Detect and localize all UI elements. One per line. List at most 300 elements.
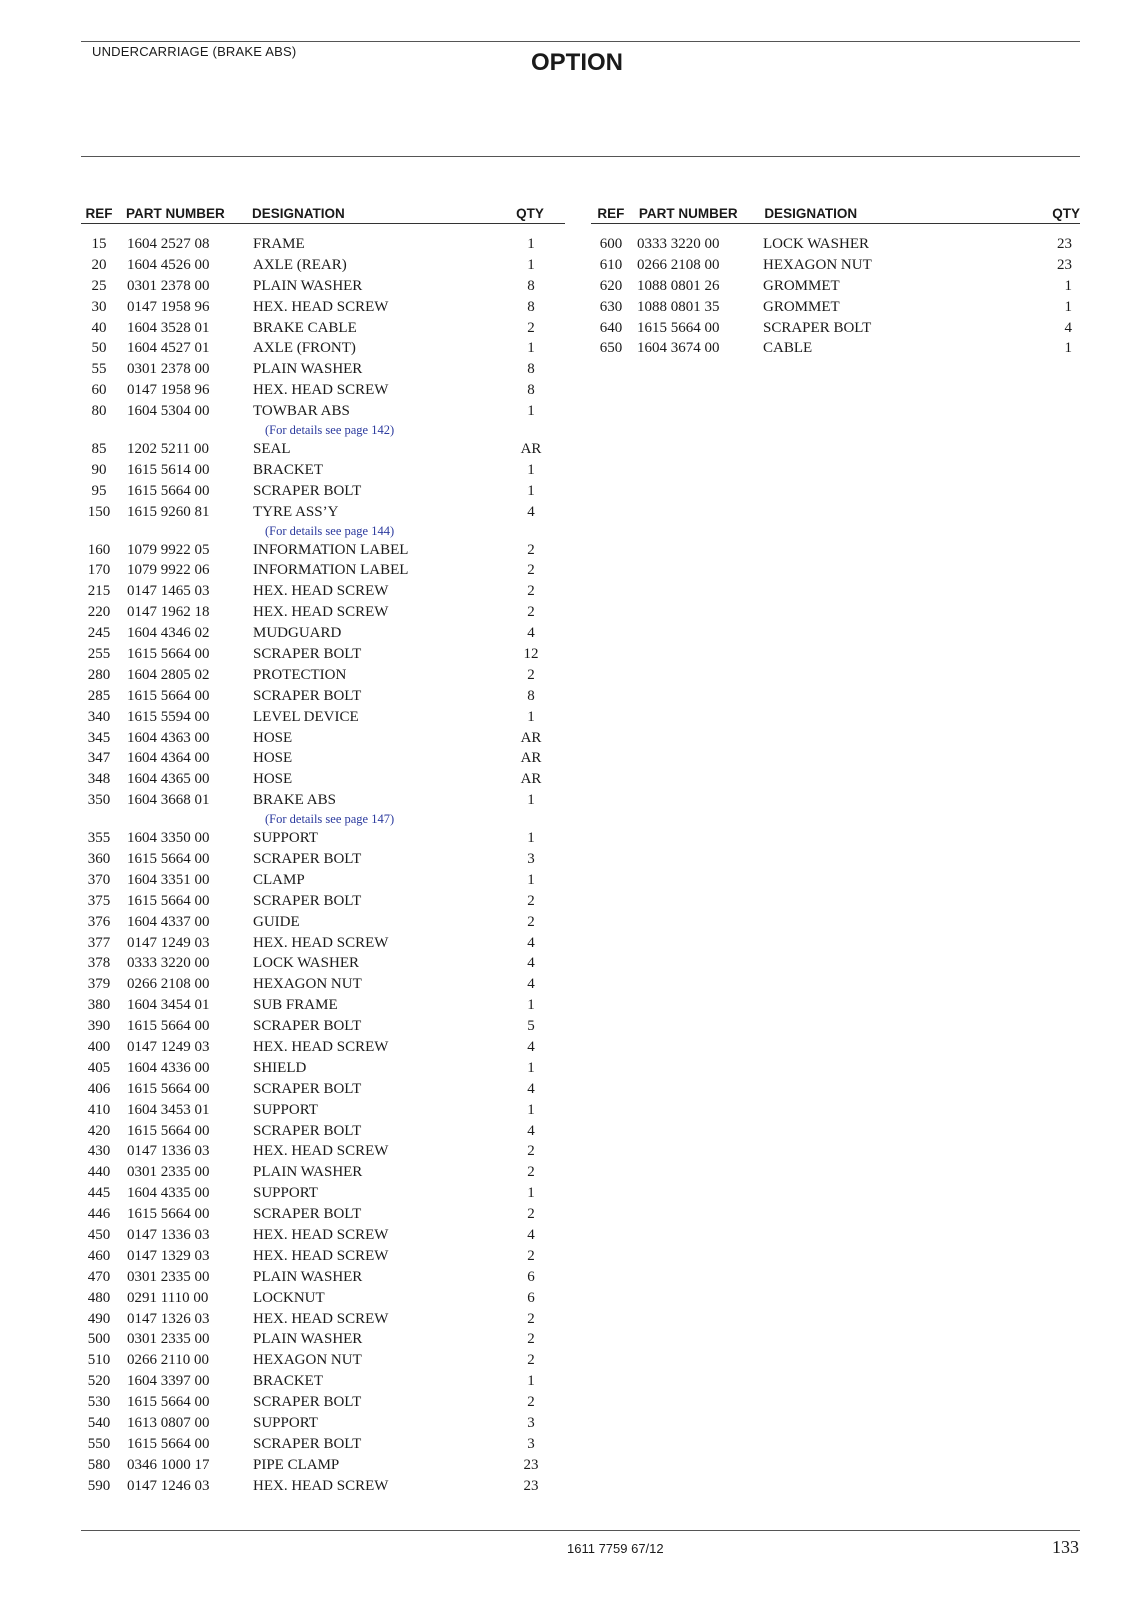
table-row (81, 1392, 565, 1413)
qty-cell: 2 (527, 319, 535, 336)
qty-cell: 1 (527, 997, 535, 1014)
designation-cell: HEX. HEAD SCREW (253, 382, 389, 399)
qty-cell: 1 (527, 235, 535, 252)
table-row (81, 359, 565, 380)
column-header-ref: REF (597, 206, 625, 221)
designation-cell: SCRAPER BOLT (253, 1206, 362, 1223)
column-header-qty: QTY (516, 206, 544, 221)
ref-cell: 90 (91, 461, 107, 478)
table-row (81, 1100, 565, 1121)
designation-cell: PLAIN WASHER (253, 277, 363, 294)
qty-cell: 2 (527, 666, 535, 683)
designation-cell: HEX. HEAD SCREW (253, 1477, 389, 1494)
column-header-designation: DESIGNATION (764, 206, 858, 221)
ref-cell: 380 (87, 997, 111, 1014)
table-row (81, 790, 565, 811)
table-row (81, 560, 565, 581)
designation-cell: PLAIN WASHER (253, 1268, 363, 1285)
designation-cell: PLAIN WASHER (253, 361, 363, 378)
table-row (81, 1434, 565, 1455)
designation-cell: HEX. HEAD SCREW (253, 298, 389, 315)
table-row (81, 1058, 565, 1079)
ref-cell: 446 (87, 1206, 111, 1223)
table-row (81, 460, 565, 481)
ref-cell: 370 (87, 871, 111, 888)
designation-cell: HOSE (253, 729, 293, 746)
table-row (591, 234, 1080, 255)
designation-cell: HOSE (253, 771, 293, 788)
qty-cell: 3 (527, 850, 535, 867)
ref-cell: 420 (87, 1122, 111, 1139)
ref-cell: 25 (91, 277, 107, 294)
column-header-ref: REF (85, 206, 113, 221)
table-row (81, 707, 565, 728)
ref-cell: 245 (87, 625, 111, 642)
ref-cell: 480 (87, 1289, 111, 1306)
part-number-cell: 1615 5664 00 (127, 1394, 210, 1411)
qty-cell: 1 (527, 830, 535, 847)
ref-cell: 520 (87, 1373, 111, 1390)
table-row (81, 1330, 565, 1351)
ref-cell: 347 (87, 750, 111, 767)
part-number-cell: 1088 0801 35 (637, 298, 720, 315)
table-row (81, 954, 565, 975)
ref-cell: 285 (87, 687, 111, 704)
part-number-cell: 0147 1246 03 (127, 1477, 210, 1494)
part-number-cell: 1604 4336 00 (127, 1059, 210, 1076)
ref-cell: 640 (599, 319, 623, 336)
part-number-cell: 1604 4364 00 (127, 750, 210, 767)
designation-cell: HEX. HEAD SCREW (253, 1039, 389, 1055)
ref-cell: 445 (87, 1185, 111, 1202)
qty-cell: 1 (527, 461, 535, 478)
table-row (81, 1183, 565, 1204)
table-row (81, 748, 565, 769)
qty-cell: 4 (527, 1080, 535, 1097)
qty-cell: 2 (527, 1143, 535, 1160)
table-row (81, 1455, 565, 1476)
part-number-cell: 0266 2110 00 (127, 1352, 209, 1369)
designation-cell: SCRAPER BOLT (253, 687, 362, 704)
qty-cell: 2 (527, 604, 535, 621)
qty-cell: 1 (527, 792, 535, 809)
part-number-cell: 1615 5664 00 (127, 1018, 210, 1035)
designation-cell: LEVEL DEVICE (253, 708, 359, 725)
qty-cell: 1 (1064, 298, 1072, 315)
header-bottom-rule (81, 156, 1080, 157)
table-row (81, 1016, 565, 1037)
ref-cell: 379 (87, 976, 111, 993)
table-row (81, 1142, 565, 1163)
designation-cell: CABLE (763, 340, 813, 357)
ref-cell: 550 (87, 1435, 111, 1452)
qty-cell: 2 (527, 892, 535, 909)
designation-cell: HEX. HEAD SCREW (253, 1247, 389, 1264)
designation-cell: HEX. HEAD SCREW (253, 604, 389, 621)
designation-cell: SUB FRAME (253, 997, 338, 1014)
ref-cell: 80 (91, 403, 107, 420)
qty-cell: 1 (527, 256, 535, 273)
designation-cell: LOCK WASHER (763, 235, 869, 252)
designation-cell: PROTECTION (253, 666, 347, 683)
details-reference-note: (For details see page 142) (265, 423, 395, 438)
designation-cell: HEX. HEAD SCREW (253, 934, 389, 951)
designation-cell: CLAMP (253, 871, 305, 888)
designation-cell: BRACKET (253, 461, 324, 478)
table-row (81, 255, 565, 276)
qty-cell: AR (520, 750, 542, 767)
designation-cell: HEXAGON NUT (763, 256, 872, 273)
ref-cell: 350 (87, 792, 111, 809)
part-number-cell: 1604 3351 00 (127, 871, 210, 888)
table-row (81, 912, 565, 933)
designation-cell: SCRAPER BOLT (253, 1080, 362, 1097)
part-number-cell: 0333 3220 00 (637, 235, 720, 252)
table-row (81, 502, 565, 523)
qty-cell: 23 (1057, 256, 1072, 273)
table-row (81, 1037, 565, 1058)
table-row (81, 933, 565, 954)
part-number-cell: 1604 2527 08 (127, 235, 210, 252)
table-row (81, 540, 565, 561)
qty-cell: 4 (527, 934, 535, 951)
designation-cell: SCRAPER BOLT (253, 892, 362, 909)
table-row (81, 1121, 565, 1142)
designation-cell: SUPPORT (253, 1101, 318, 1118)
ref-cell: 450 (87, 1227, 111, 1244)
qty-cell: 2 (527, 1206, 535, 1223)
designation-cell: LOCKNUT (253, 1289, 325, 1306)
designation-cell: BRACKET (253, 1373, 324, 1390)
table-row (81, 1079, 565, 1100)
designation-cell: LOCK WASHER (253, 955, 359, 972)
part-number-cell: 1604 4526 00 (127, 256, 210, 273)
part-number-cell: 1604 4335 00 (127, 1185, 210, 1202)
part-number-cell: 1079 9922 05 (127, 541, 210, 558)
ref-cell: 650 (599, 340, 623, 357)
designation-cell: SCRAPER BOLT (253, 1394, 362, 1411)
ref-cell: 355 (87, 830, 111, 847)
part-number-cell: 1615 5664 00 (637, 319, 720, 336)
ref-cell: 95 (91, 482, 107, 499)
part-number-cell: 1615 5664 00 (127, 1206, 210, 1223)
part-number-cell: 0147 1249 03 (127, 934, 210, 951)
part-number-cell: 1615 5664 00 (127, 1080, 210, 1097)
designation-cell: HOSE (253, 750, 293, 767)
designation-cell: INFORMATION LABEL (253, 541, 409, 558)
qty-cell: 2 (527, 583, 535, 600)
table-row (81, 602, 565, 623)
ref-cell: 377 (87, 934, 111, 951)
part-number-cell: 1615 9260 81 (127, 503, 210, 520)
designation-cell: SUPPORT (253, 1415, 318, 1432)
part-number-cell: 0147 1329 03 (127, 1247, 210, 1264)
designation-cell: SUPPORT (253, 1185, 318, 1202)
designation-cell: MUDGUARD (253, 625, 342, 642)
ref-cell: 610 (599, 256, 623, 273)
table-row (81, 581, 565, 602)
part-number-cell: 1615 5664 00 (127, 892, 210, 909)
designation-cell: GROMMET (763, 298, 840, 315)
ref-cell: 360 (87, 850, 111, 867)
designation-cell: FRAME (253, 235, 305, 252)
designation-cell: HEX. HEAD SCREW (253, 1310, 389, 1327)
qty-cell: 1 (527, 1185, 535, 1202)
designation-cell: HEX. HEAD SCREW (253, 1227, 389, 1244)
ref-cell: 60 (91, 382, 107, 399)
qty-cell: 2 (527, 1310, 535, 1327)
table-row (81, 1267, 565, 1288)
part-number-cell: 0147 1958 96 (127, 298, 210, 315)
qty-cell: 3 (527, 1415, 535, 1432)
table-row (81, 644, 565, 665)
part-number-cell: 1604 3528 01 (127, 319, 210, 336)
part-number-cell: 1615 5614 00 (127, 461, 210, 478)
ref-cell: 590 (87, 1477, 111, 1494)
table-row (81, 974, 565, 995)
part-number-cell: 1615 5594 00 (127, 708, 210, 725)
ref-cell: 430 (87, 1143, 111, 1160)
table-row (81, 1309, 565, 1330)
designation-cell: GROMMET (763, 277, 840, 294)
table-row (81, 995, 565, 1016)
designation-cell: INFORMATION LABEL (253, 562, 409, 579)
ref-cell: 215 (87, 583, 111, 600)
table-row (81, 665, 565, 686)
table-row (81, 234, 565, 255)
designation-cell: SCRAPER BOLT (253, 482, 362, 499)
part-number-cell: 1604 3453 01 (127, 1101, 210, 1118)
designation-cell: SCRAPER BOLT (763, 319, 872, 336)
designation-cell: SCRAPER BOLT (253, 1122, 362, 1139)
table-row (81, 1371, 565, 1392)
ref-cell: 40 (91, 319, 107, 336)
table-row (81, 401, 565, 422)
qty-cell: 1 (527, 1059, 535, 1076)
part-number-cell: 0301 2335 00 (127, 1268, 210, 1285)
table-row (81, 891, 565, 912)
designation-cell: SCRAPER BOLT (253, 1435, 362, 1452)
qty-cell: AR (520, 771, 542, 788)
part-number-cell: 0333 3220 00 (127, 955, 210, 972)
qty-cell: 4 (527, 955, 535, 972)
designation-cell: TOWBAR ABS (253, 403, 350, 420)
qty-cell: 4 (527, 1227, 535, 1244)
part-number-cell: 0291 1110 00 (127, 1289, 209, 1306)
qty-cell: 6 (527, 1289, 535, 1306)
qty-cell: 4 (527, 503, 535, 520)
part-number-cell: 1615 5664 00 (127, 645, 210, 662)
qty-cell: 2 (527, 1247, 535, 1264)
designation-cell: SCRAPER BOLT (253, 1018, 362, 1035)
ref-cell: 30 (91, 298, 107, 315)
part-number-cell: 0301 2378 00 (127, 277, 210, 294)
ref-cell: 55 (91, 361, 107, 378)
qty-cell: 4 (527, 625, 535, 642)
qty-cell: 23 (1057, 235, 1072, 252)
ref-cell: 410 (87, 1101, 111, 1118)
parts-table-right (591, 201, 1080, 359)
qty-cell: AR (520, 729, 542, 746)
ref-cell: 170 (87, 562, 111, 579)
ref-cell: 378 (87, 955, 111, 972)
qty-cell: 1 (1064, 277, 1072, 294)
part-number-cell: 0266 2108 00 (127, 976, 210, 993)
qty-cell: 1 (527, 1373, 535, 1390)
column-header-part-number: PART NUMBER (126, 206, 225, 221)
designation-cell: SCRAPER BOLT (253, 850, 362, 867)
qty-cell: 6 (527, 1268, 535, 1285)
part-number-cell: 0346 1000 17 (127, 1456, 210, 1473)
table-row (81, 439, 565, 460)
designation-cell: SEAL (253, 440, 291, 457)
qty-cell: 3 (527, 1435, 535, 1452)
ref-cell: 390 (87, 1018, 111, 1035)
ref-cell: 406 (87, 1080, 111, 1097)
qty-cell: 8 (527, 382, 535, 399)
column-header-designation: DESIGNATION (252, 206, 345, 221)
table-body (591, 224, 1080, 359)
table-row (81, 728, 565, 749)
designation-cell: PLAIN WASHER (253, 1331, 363, 1348)
part-number-cell: 1604 5304 00 (127, 403, 210, 420)
ref-cell: 160 (87, 541, 111, 558)
part-number-cell: 1604 4346 02 (127, 625, 210, 642)
table-row (81, 1225, 565, 1246)
part-number-cell: 0147 1958 96 (127, 382, 210, 399)
part-number-cell: 1604 4337 00 (127, 913, 210, 930)
table-row (81, 623, 565, 644)
ref-cell: 220 (87, 604, 111, 621)
table-row (591, 297, 1080, 318)
part-number-cell: 0266 2108 00 (637, 256, 720, 273)
part-number-cell: 1604 3454 01 (127, 997, 210, 1014)
designation-cell: TYRE ASS’Y (253, 503, 339, 520)
designation-cell: HEX. HEAD SCREW (253, 1143, 389, 1160)
part-number-cell: 1615 5664 00 (127, 1122, 210, 1139)
ref-cell: 150 (87, 503, 111, 520)
part-number-cell: 1604 4363 00 (127, 729, 210, 746)
designation-cell: PLAIN WASHER (253, 1164, 363, 1181)
part-number-cell: 1615 5664 00 (127, 1435, 210, 1452)
ref-cell: 470 (87, 1268, 111, 1285)
page-title: OPTION (531, 49, 624, 76)
qty-cell: 2 (527, 1352, 535, 1369)
designation-cell: BRAKE CABLE (253, 319, 357, 336)
table-row (591, 255, 1080, 276)
designation-cell: AXLE (REAR) (253, 256, 347, 273)
part-number-cell: 0147 1326 03 (127, 1310, 210, 1327)
part-number-cell: 1613 0807 00 (127, 1415, 210, 1432)
qty-cell: 2 (527, 541, 535, 558)
section-title: UNDERCARRIAGE (BRAKE ABS) (92, 44, 297, 59)
qty-cell: 8 (527, 361, 535, 378)
qty-cell: 2 (527, 562, 535, 579)
qty-cell: 23 (523, 1456, 539, 1473)
ref-cell: 540 (87, 1415, 111, 1432)
ref-cell: 580 (87, 1456, 111, 1473)
qty-cell: 2 (527, 1164, 535, 1181)
footer-rule (81, 1530, 1080, 1531)
part-number-cell: 1604 3397 00 (127, 1373, 210, 1390)
designation-cell: BRAKE ABS (253, 792, 336, 809)
parts-table-left (81, 201, 565, 1497)
part-number-cell: 0147 1465 03 (127, 583, 210, 600)
table-row (81, 1246, 565, 1267)
ref-cell: 280 (87, 666, 111, 683)
table-row (81, 276, 565, 297)
ref-cell: 15 (91, 235, 107, 252)
table-header (81, 201, 565, 224)
part-number-cell: 0301 2335 00 (127, 1164, 210, 1181)
designation-cell: AXLE (FRONT) (253, 340, 356, 357)
part-number-cell: 1615 5664 00 (127, 687, 210, 704)
designation-cell: HEXAGON NUT (253, 1352, 362, 1369)
ref-cell: 630 (599, 298, 623, 315)
designation-cell: SHIELD (253, 1059, 307, 1076)
qty-cell: AR (520, 440, 542, 457)
table-row (81, 380, 565, 401)
qty-cell: 12 (523, 645, 539, 662)
qty-cell: 1 (1064, 340, 1072, 357)
ref-cell: 85 (91, 440, 107, 457)
details-reference-note: (For details see page 144) (265, 523, 395, 538)
qty-cell: 1 (527, 871, 535, 888)
qty-cell: 4 (527, 1122, 535, 1139)
table-row (81, 769, 565, 790)
part-number-cell: 0147 1336 03 (127, 1227, 210, 1244)
column-header-qty: QTY (1052, 206, 1080, 221)
ref-cell: 500 (87, 1331, 111, 1348)
table-row (81, 338, 565, 359)
table-row (81, 1476, 565, 1497)
ref-cell: 340 (87, 708, 111, 725)
qty-cell: 2 (527, 913, 535, 930)
part-number-cell: 1615 5664 00 (127, 482, 210, 499)
table-row (81, 481, 565, 502)
details-reference-note: (For details see page 147) (265, 812, 395, 827)
table-row (81, 1162, 565, 1183)
qty-cell: 1 (527, 708, 535, 725)
part-number-cell: 1079 9922 06 (127, 562, 210, 579)
ref-cell: 376 (87, 913, 111, 930)
designation-cell: SCRAPER BOLT (253, 645, 362, 662)
part-number-cell: 0147 1249 03 (127, 1039, 210, 1055)
part-number-cell: 1604 4527 01 (127, 340, 210, 357)
part-number-cell: 1604 2805 02 (127, 666, 210, 683)
ref-cell: 440 (87, 1164, 111, 1181)
part-number-cell: 0147 1962 18 (127, 604, 210, 621)
qty-cell: 8 (527, 277, 535, 294)
ref-cell: 50 (91, 340, 107, 357)
part-number-cell: 1604 3674 00 (637, 340, 720, 357)
table-row (81, 1413, 565, 1434)
qty-cell: 1 (527, 403, 535, 420)
ref-cell: 255 (87, 645, 111, 662)
designation-cell: HEX. HEAD SCREW (253, 583, 389, 600)
table-row (81, 297, 565, 318)
ref-cell: 400 (87, 1039, 111, 1055)
ref-cell: 375 (87, 892, 111, 909)
designation-cell: GUIDE (253, 913, 300, 930)
table-row (591, 318, 1080, 339)
ref-cell: 348 (87, 771, 111, 788)
table-row (81, 849, 565, 870)
qty-cell: 2 (527, 1394, 535, 1411)
ref-cell: 510 (87, 1352, 111, 1369)
table-row (81, 870, 565, 891)
qty-cell: 4 (527, 976, 535, 993)
